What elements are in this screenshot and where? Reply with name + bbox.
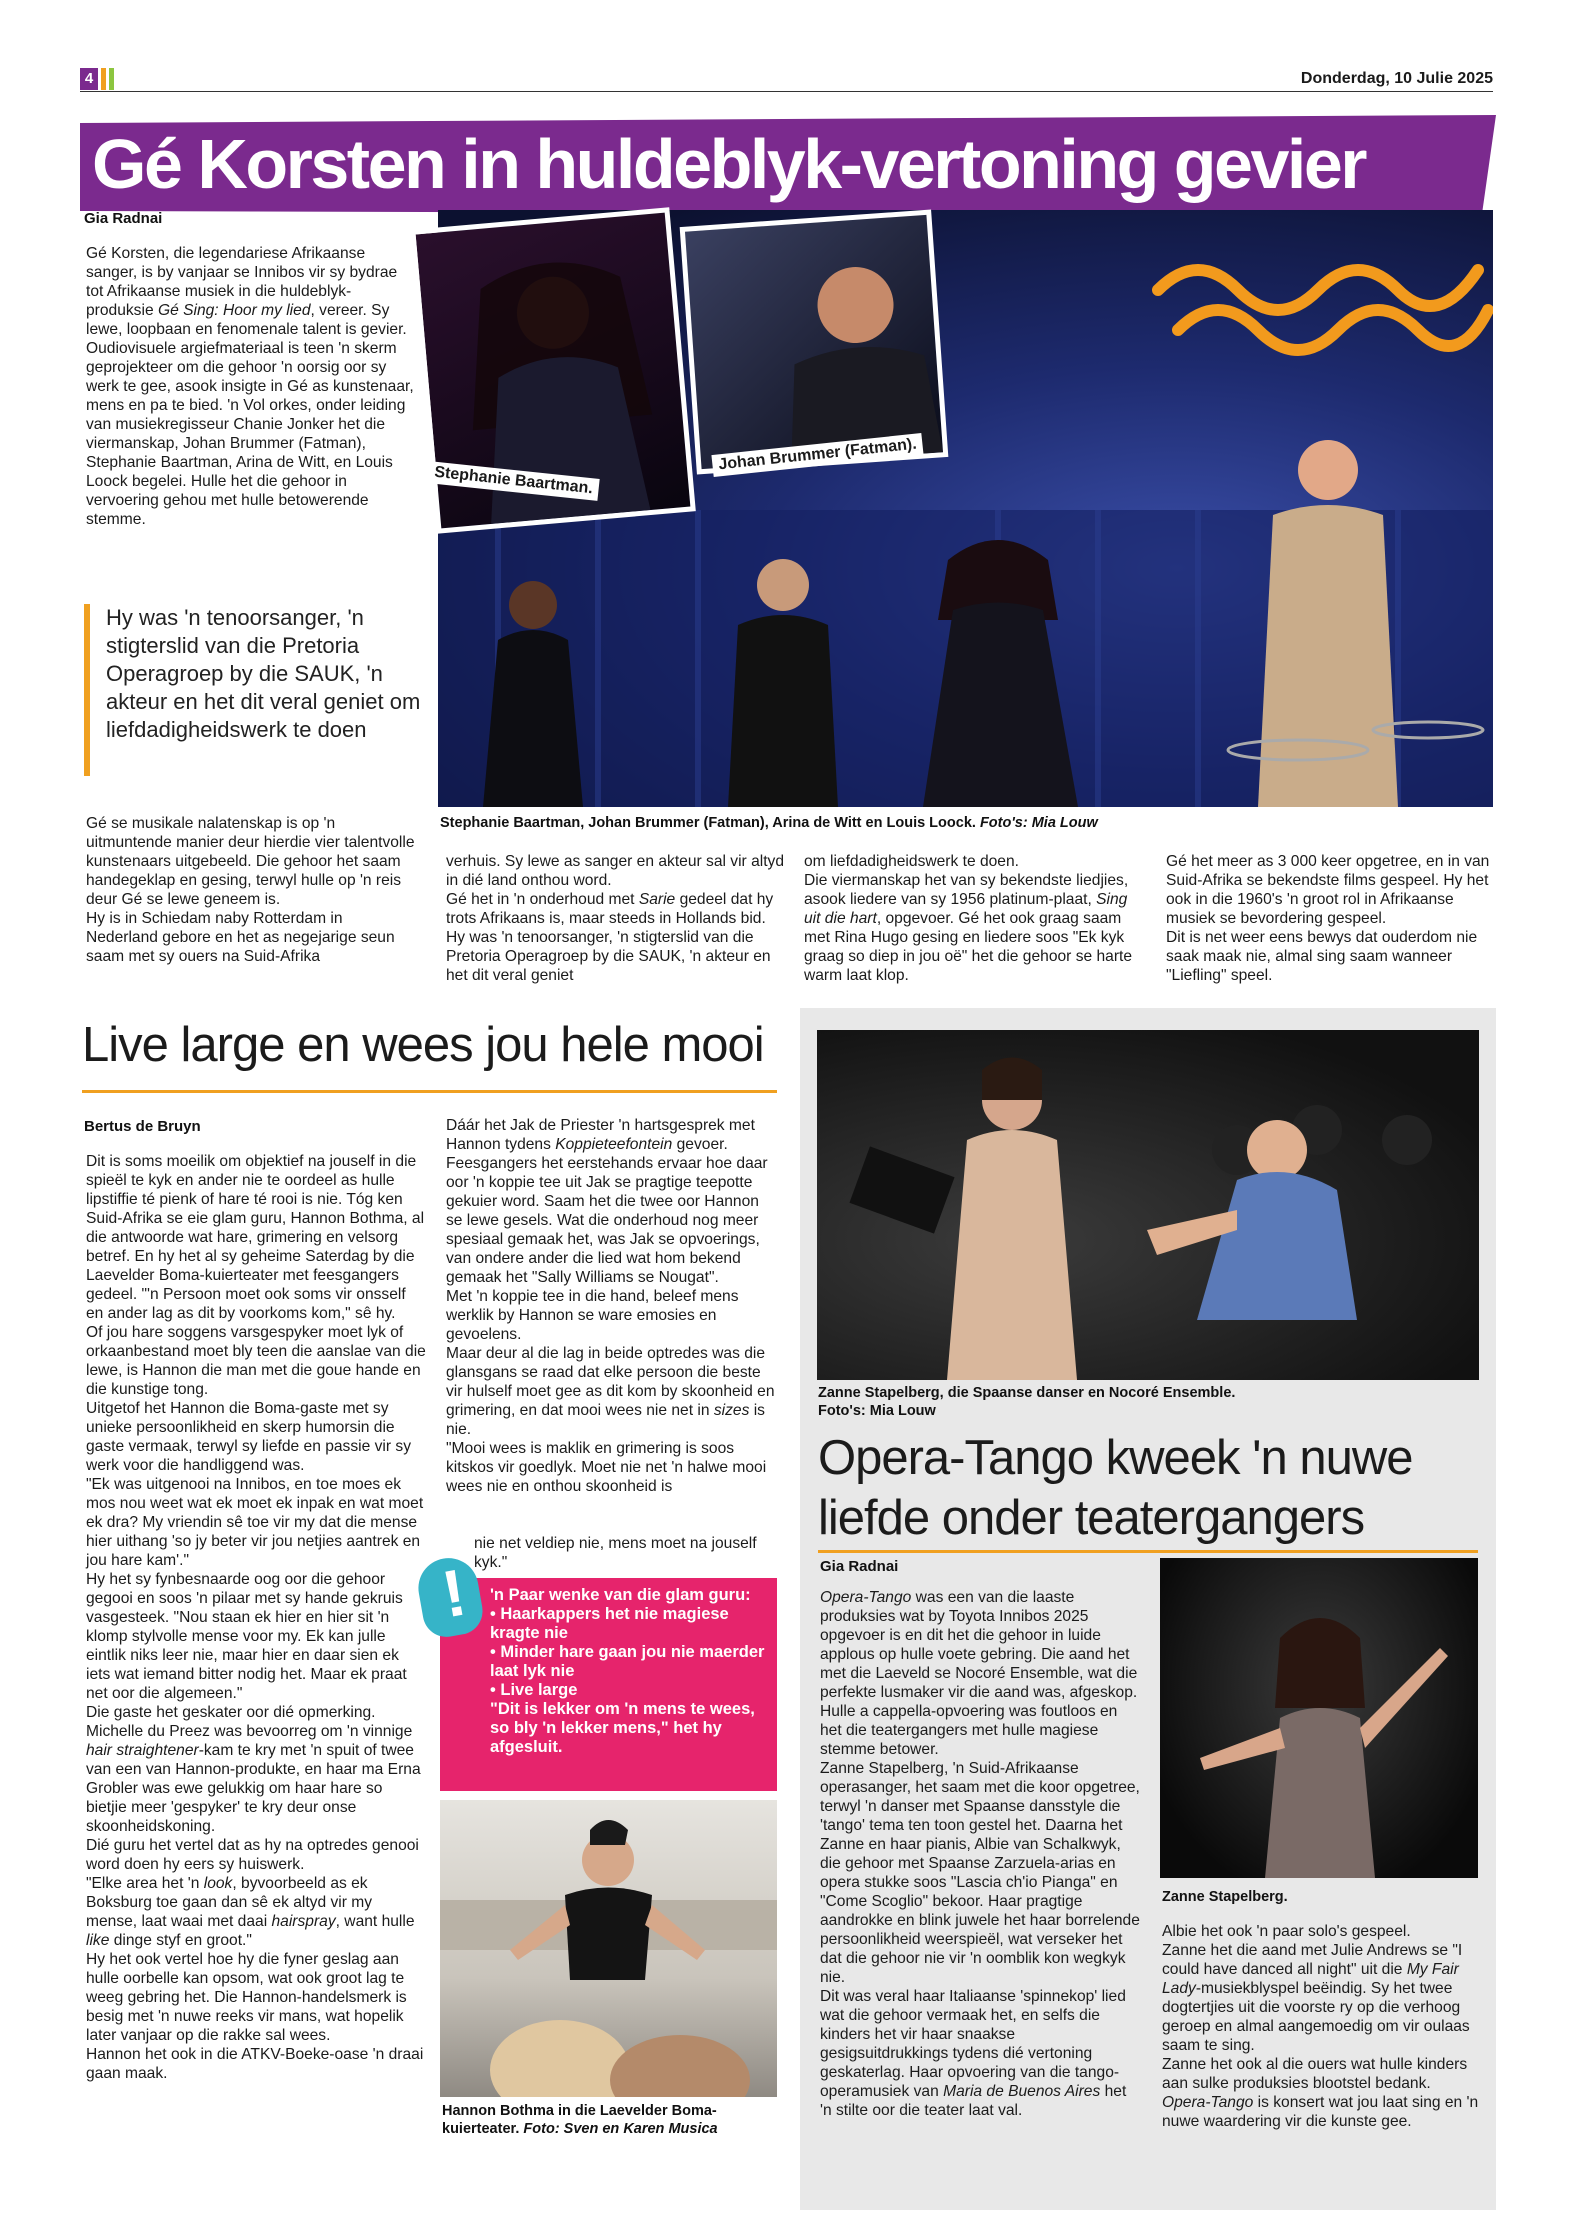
ensemble-caption-credit: Foto's: Mia Louw — [818, 1403, 936, 1419]
ensemble-caption-text: Zanne Stapelberg, die Spaanse danser en Nocoré Ensemble. — [818, 1385, 1236, 1401]
article1-col4: Gé het meer as 3 000 keer opgetree, en in van Suid-Afrika se bekendste films gespeel. Hy het ook in die 1960's 'n groot rol in Afrikaanse musiek se bevordering gespeel. Dit is net weer eens bewys dat ouderdom nie saak maak nie, almal sing saam wanneer "Liefling" speel. — [1166, 853, 1490, 984]
article1-intro-p2: Oudiovisuele argiefmateriaal is teen 'n skerm geprojekteer om die gehoor 'n oorsig oor sy werk te gee, asook insigte in Gé as kunstenaar, mens en pa te bied. 'n Vol orkes, onder leiding van musiekregisseur Chanie Jonker het die viermanskap, Johan Brummer (Fatman), Stephanie Baartman, Arina de Witt, en Louis Loock begelei. Hulle het die gehoor in vervoering gehou met hulle betowerende stemme. — [86, 340, 414, 528]
stage-caption-text: Stephanie Baartman, Johan Brummer (Fatman), Arina de Witt en Louis Loock. — [440, 815, 976, 831]
page-number: 4 — [84, 70, 94, 87]
article1-byline: Gia Radnai — [84, 210, 163, 227]
article2-col2-tail: nie net veldiep nie, mens moet na jouself kyk." — [474, 1535, 757, 1571]
article2-col1: Dit is soms moeilik om objektief na jouself in die spieël te kyk en ander nie te oordeel as hulle lipstiffie té pienk of hare té rooi is nie. Tóg ken Suid-Afrika se eie glam guru, Hannon Bothma, al die antwoorde wat hare, grimering en velsorg betref. En hy het al sy geheime Saterdag by die Laevelder Boma-kuierteater met feesgangers gedeel. "'n Persoon moet ook soms vir onsself en ander lag as dit by voorkoms kom," sê hy. Of jou hare soggens varsgespyker moet lyk of orkaanbestand moet bly teen die aanslae van die lewe, is Hannon die man met die goue hande en die kunstige tong. Uitgetof het Hannon die Boma-gaste met sy unieke persoonlikheid en skerp humorsin die gaste vermaak, terwyl sy liefde en passie vir sy werk voor die handliggend was. "Ek was uitgenooi na Innibos, en toe moes ek mos nou weet wat ek moet ek inpak en wat moet ek dra? My vriendin sê toe vir my dat die mense hier uithang 'so jy beter vir jou netjies aantrek en jou hare kam'." Hy het sy fynbesnaarde oog oor die gehoor gegooi en soos 'n pilaar met sy hande gekruis vasgesteek. "Nou staan ek hier en hier sit 'n klomp stylvolle mense voor my. Ek kan julle eintlik niks leer nie, maar hier en daar sien ek iets wat iemand bitter nodig het. Maar ek praat net oor die algemeen." Die gaste het geskater oor dié opmerking. Michelle du Preez was bevoorreg om 'n vinnige hair straightener-kam te kry met 'n spuit of twee van een van Hannon-produkte, en haar ma Erna Grobler was ewe gelukkig om haar hare so bietjie meer 'gespyker' te kry deur onse skoonheidskoning. Dié guru het vertel dat as hy na optredes genooi word doen hy eers sy huiswerk. "Elke area het 'n look, byvoorbeeld as ek Boksburg toe gaan dan sê ek altyd vir my mense, laat waai met daai hairspray, want hulle like dinge styf en groot." Hy het ook vertel hoe hy die fyner geslag aan hulle oorbelle kan opsom, wat ook groot lag te weeg gebring het. Die Hannon-handelsmerk is besig met 'n nuwe reeks vir mans, wat hopelik later vanjaar op die rakke sal wees. Hannon het ook in die ATKV-Boeke-oase 'n draai gaan maak. — [86, 1153, 426, 2082]
hannon-caption — [442, 2102, 777, 2138]
page-tab-green — [109, 68, 114, 90]
article2-byline: Bertus de Bruyn — [84, 1118, 201, 1135]
label-johan: Johan Brummer (Fatman). — [711, 433, 923, 477]
label-stephanie: Stephanie Baartman. — [427, 461, 600, 501]
article3-col1: Opera-Tango was een van die laaste produksies wat by Toyota Innibos 2025 opgevoer is en dit het die gehoor in luide applous op hulle voete gebring. Die aand het met die Laeveld se Nocoré Ensemble, wat die perfekte lusmaker vir die aand was, afgeskop. Hulle a cappella-opvoering was foutloos en het die teatergangers met hulle magiese stemme betower. Zanne Stapelberg, 'n Suid-Afrikaanse operasanger, het saam met die koor opgetree, terwyl 'n danser met Spaanse dansstyle die 'tango' tema ten toon gestel het. Daarna het Zanne en haar pianis, Albie van Schalkwyk, die gehoor met Spaanse Zarzuela-arias en opera stukke soos "Lascia ch'io Pianga" en "Come Scoglio" bekoor. Haar pragtige aandrokke en blink juwele het haar borrelende persoonlikheid weerspieël, wat verseker het dat die gehoor nie vir 'n oomblik kon wegkyk nie. Dit was veral haar Italiaanse 'spinnekop' lied wat die gehoor vermaak het, en selfs die kinders het vir haar snaakse gesigsuitdrukkings tydens dié vertoning geskaterlag. Haar opvoering van die tango-operamusiek van Maria de Buenos Aires het 'n stilte oor die teater laat val. — [820, 1589, 1140, 2119]
header-rule — [80, 91, 1493, 92]
singer-4 — [1258, 440, 1398, 807]
page-date: Donderdag, 10 Julie 2025 — [1300, 70, 1493, 87]
stage-caption-credit: Foto's: Mia Louw — [979, 815, 1098, 831]
hannon-photo — [440, 1800, 777, 2097]
hannon-caption-credit: Foto: Sven en Karen Musica — [523, 2121, 718, 2137]
hannon-caption-text: Hannon Bothma in die Laevelder Boma-kuierteater. — [442, 2103, 717, 2137]
zanne-caption: Zanne Stapelberg. — [1162, 1889, 1288, 1905]
ensemble-photo — [817, 1030, 1479, 1380]
article3-headline: Opera-Tango kweek 'n nuwe liefde onder teatergangers — [818, 1431, 1413, 1545]
article1-headline: Gé Korsten in huldeblyk-vertoning gevier — [92, 125, 1366, 203]
pull-quote: Hy was 'n tenoorsanger, 'n stigterslid van die Pretoria Operagroep by die SAUK, 'n akteur en het dit veral geniet om liefdadigheidswerk te doen — [106, 605, 421, 742]
article1-intro — [86, 244, 416, 529]
article2-headline: Live large en wees jou hele mooi — [82, 1018, 764, 1072]
page-tab-orange — [101, 68, 106, 90]
article3-headline-rule — [818, 1550, 1478, 1553]
article3-col2: Albie het ook 'n paar solo's gespeel. Zanne het die aand met Julie Andrews se "I could have danced all night" uit die My Fair Lady-musiekblyspel beëindig. Sy het twee dogtertjies uit die voorste ry op die verhoog geroep en almal aangemoedig om vir oulaas saam te sing. Zanne het ook al die ouers wat hulle kinders aan sulke produksies blootstel bedank. Opera-Tango is konsert wat jou laat sing en 'n nuwe waardering vir die kunste gee. — [1162, 1923, 1479, 2130]
article1-col3: om liefdadigheidswerk te doen. Die viermanskap het van sy bekendste liedjies, asook liedere van sy 1956 platinum-plaat, Sing uit die hart, opgevoer. Gé het ook graag saam met Rina Hugo gesing en liedere soos "Ek kyk graag so diep in jou oë" het die gehoor se harte warm laat klop. — [804, 853, 1133, 984]
article3-byline: Gia Radnai — [820, 1558, 899, 1575]
article2-headline-rule — [82, 1090, 777, 1093]
exclaim-mark: ! — [436, 1554, 472, 1632]
article1-intro-p1: Gé Korsten, die legendariese Afrikaanse sanger, is by vanjaar se Innibos vir sy bydrae tot Afrikaanse musiek in die huldeblyk-produksie Gé Sing: Hoor my lied, vereer. Sy lewe, loopbaan en fenomenale talent is gevier. — [86, 245, 407, 338]
pull-quote-bar — [84, 604, 90, 776]
article2-col2: Dáár het Jak de Priester 'n hartsgesprek met Hannon tydens Koppieteefontein gevoer. Feesgangers het eerstehands ervaar hoe daar oor 'n koppie tee uit Jak se pragtige teepotte gekuier word. Saam het die twee oor Hannon se lewe gesels. Wat die onderhoud nog meer spesiaal gemaak het, was Jak se opvoerings, van ondere ander die lied wat hom bekend gemaak het "Sally Williams se Nougat". Met 'n koppie tee in die hand, beleef mens werklik by Hannon se ware emosies en gevoelens. Maar deur al die lag in beide optredes was die glansgans se raad dat elke persoon die beste vir hulself moet gee as dit kom by skoonheid en grimering, en dat mooi wees nie net in sizes is nie. "Mooi wees is maklik en grimering is soos kitskos vir goedlyk. Moet nie net 'n halwe mooi wees nie en onthou skoonheid is — [446, 1117, 775, 1495]
article1-col2: verhuis. Sy lewe as sanger en akteur sal vir altyd in dié land onthou word. Gé het in 'n onderhoud met Sarie gedeel dat hy trots Afrikaans is, maar steeds in Hollands bid. Hy was 'n tenoorsanger, 'n stigterslid van die Pretoria Operagroep by die SAUK, 'n akteur en het dit veral geniet — [446, 853, 785, 984]
zanne-photo — [1160, 1558, 1478, 1878]
ensemble-caption — [818, 1384, 1478, 1420]
stage-photo-caption — [440, 814, 1490, 832]
tips-text: 'n Paar wenke van die glam guru: • Haarkappers het nie magiese kragte nie • Minder hare gaan jou nie maerder laat lyk nie • Live large "Dit is lekker om 'n mens te wees, so bly 'n lekker mens," het hy afgesluit. — [490, 1586, 765, 1756]
article1-col1: Gé se musikale nalatenskap is op 'n uitmuntende manier deur hierdie vier talentvolle kunstenaars uitgebeeld. Die gehoor het saam handegeklap en gesing, terwyl hulle op 'n reis deur Gé se lewe geneem is. Hy is in Schiedam naby Rotterdam in Nederland gebore en het as negejarige seun saam met sy ouers na Suid-Afrika — [86, 815, 415, 965]
